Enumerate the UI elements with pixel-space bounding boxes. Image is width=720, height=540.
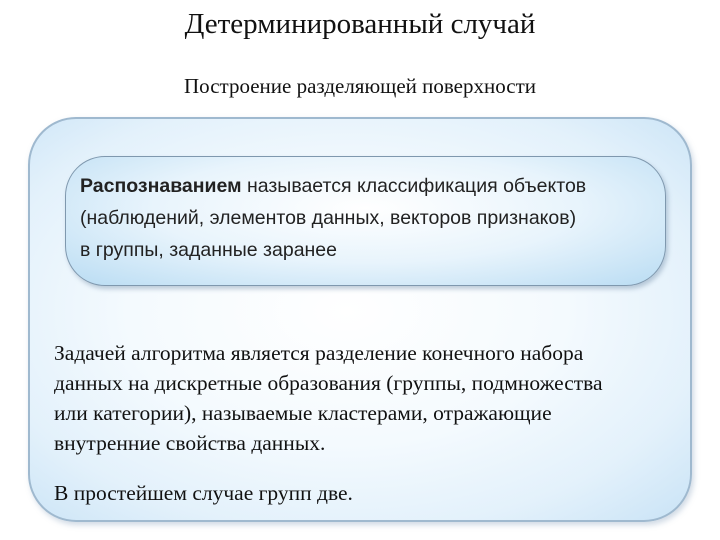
- summary-line: В простейшем случае групп две.: [54, 481, 353, 505]
- definition-text: [80, 170, 660, 266]
- body-line: данных на дискретные образования (группы, подмножества: [54, 371, 603, 395]
- definition-line-1: [80, 170, 660, 202]
- definition-line-1-rest: называется классификация объектов: [241, 175, 587, 197]
- body-line: или категории), называемые кластерами, отражающие: [54, 401, 552, 425]
- definition-term: Распознаванием: [80, 175, 242, 197]
- definition-line-3: в группы, заданные заранее: [80, 239, 337, 261]
- body-line: внутренние свойства данных.: [54, 431, 326, 455]
- definition-line-2: (наблюдений, элементов данных, векторов признаков): [80, 207, 577, 229]
- body-paragraph: [54, 338, 684, 458]
- slide-title: Детерминированный случай: [184, 8, 536, 40]
- slide-subtitle: Построение разделяющей поверхности: [184, 74, 536, 98]
- body-line: Задачей алгоритма является разделение конечного набора: [54, 341, 584, 365]
